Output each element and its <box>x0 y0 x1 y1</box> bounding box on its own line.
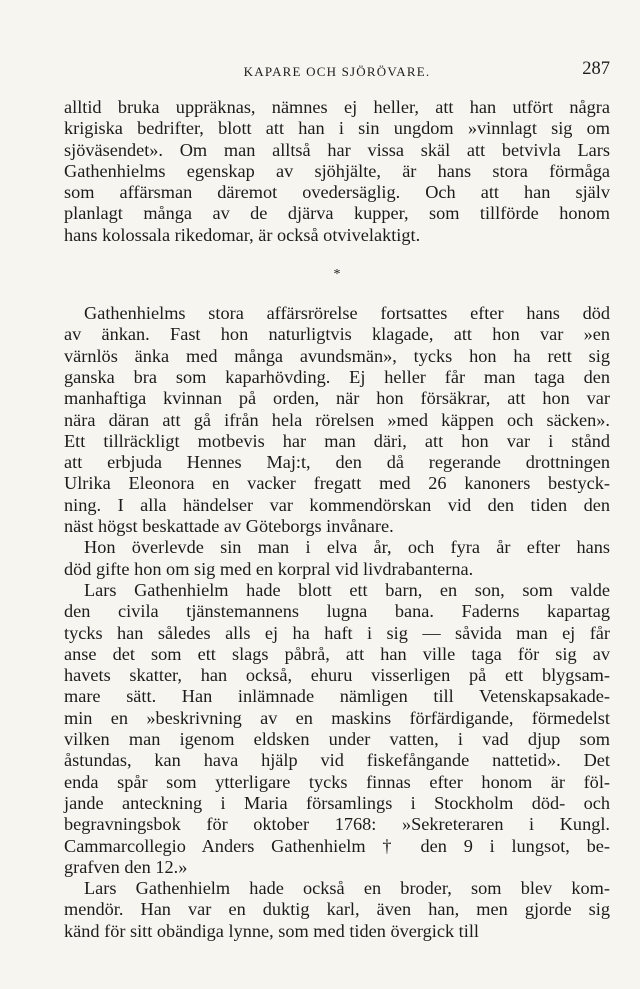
text-line: krigiska bedrifter, blott att han i sin ungdom »vinnlagt sig om <box>64 118 610 139</box>
text-line: död gifte hon om sig med en korpral vid livdrabanterna. <box>64 558 474 579</box>
page-header <box>64 57 610 87</box>
text-line: Lars Gathenhielm hade också en broder, som blev kom- <box>84 878 610 899</box>
paragraph <box>64 878 610 942</box>
paragraph <box>64 97 610 246</box>
text-line: begravningsbok för oktober 1768: »Sekreteraren i Kungl. <box>64 814 610 835</box>
text-line: min en »beskrivning av en maskins förfärdigande, förmedelst <box>64 707 610 728</box>
text-line: som affärsman däremot ovedersäglig. Och att han själv <box>64 182 610 203</box>
text-line: näst högst beskattade av Göteborgs invånare. <box>64 516 394 537</box>
text-line: Gathenhielms egenskap av sjöhjälte, är hans stora förmåga <box>64 160 610 181</box>
text-line: värnlös änka med många avundsmän», tycks hon ha rett sig <box>64 345 610 366</box>
paragraph <box>64 580 610 878</box>
text-line: ning. I alla händelser var kommendörskan vid den tiden den <box>64 494 610 515</box>
text-line: anse det som ett slags påbrå, att han ville taga för sig av <box>64 643 610 664</box>
text-line: manhaftiga kvinnan på orden, när hon försäkrar, att hon var <box>64 388 610 409</box>
text-line: av änkan. Fast hon naturligtvis klagade, att hon var »en <box>64 324 610 345</box>
running-title: KAPARE OCH SJÖRÖVARE. <box>243 64 431 79</box>
text-line: mare sätt. Han inlämnade nämligen till Vetenskapsakade- <box>64 686 610 707</box>
text-line: enda spår som ytterligare tycks finnas efter honom är föl- <box>64 771 610 792</box>
text-line: alltid bruka uppräknas, nämnes ej heller, att han utfört några <box>64 97 610 117</box>
page-number: 287 <box>582 59 610 79</box>
text-line: tycks han således alls ej ha haft i sig — såvida man ej får <box>64 622 610 643</box>
text-line: Ulrika Eleonora en vacker fregatt med 26 kanoners bestyck- <box>64 473 610 494</box>
text-line: Ett tillräckligt motbevis har man däri, att hon var i stånd <box>64 430 610 451</box>
text-line: mendör. Han var en duktig karl, även han, men gjorde sig <box>64 899 610 920</box>
text-line: hans kolossala rikedomar, är också otvivelaktigt. <box>64 224 421 245</box>
text-line: nära däran att gå ifrån hela rörelsen »med käppen och säcken». <box>64 409 610 430</box>
text-line: åstundas, kan hava hjälp vid fiskefångande nattetid». Det <box>64 750 610 771</box>
text-line: känd för sitt obändiga lynne, som med tiden övergick till <box>64 920 479 941</box>
text-line: jande anteckning i Maria församlings i Stockholm död- och <box>64 792 610 813</box>
text-line: att erbjuda Hennes Maj:t, den då regerande drottningen <box>64 452 610 473</box>
text-line: sjöväsendet». Om man alltså har vissa skäl att betvivla Lars <box>64 139 610 160</box>
text-line: ganska bra som kaparhövding. Ej heller får man taga den <box>64 366 610 387</box>
text-line: vilken man igenom eldsken under vatten, i vad djup som <box>64 729 610 750</box>
paragraph <box>64 303 610 537</box>
text-line: Cammarcollegio Anders Gathenhielm † den 9 i lungsot, be- <box>64 835 610 856</box>
text-line: planlagt många av de djärva kupper, som tillförde honom <box>64 203 610 224</box>
text-line: Gathenhielms stora affärsrörelse fortsattes efter hans död <box>84 303 610 324</box>
text-line: den civila tjänstemannens lugna bana. Faderns kapartag <box>64 601 610 622</box>
text-line: havets skatter, han också, ehuru visserligen på ett blygsam- <box>64 665 610 686</box>
text-line: Hon överlevde sin man i elva år, och fyra år efter hans <box>84 537 610 558</box>
text-line: grafven den 12.» <box>64 856 188 877</box>
text-line: Lars Gathenhielm hade blott ett barn, en son, som valde <box>84 579 610 600</box>
paragraph <box>64 537 610 580</box>
section-break-ornament: * <box>333 267 341 283</box>
body-text <box>64 97 610 942</box>
